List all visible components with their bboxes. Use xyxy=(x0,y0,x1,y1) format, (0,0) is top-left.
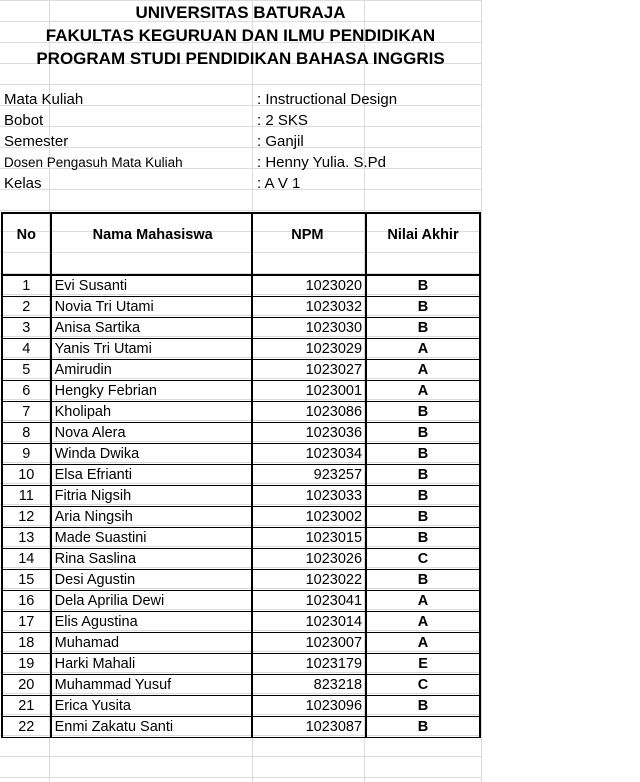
cell-npm: 1023033 xyxy=(252,486,366,507)
table-row xyxy=(2,528,480,549)
cell-name: Harki Mahali xyxy=(51,654,252,675)
cell-npm: 1023179 xyxy=(252,654,366,675)
cell-grade: B xyxy=(366,318,480,339)
info-value-semester: : Ganjil xyxy=(257,133,304,150)
table-row xyxy=(2,275,480,297)
cell-npm: 1023022 xyxy=(252,570,366,591)
table-row xyxy=(2,297,480,318)
gridline-horizontal xyxy=(0,126,481,127)
info-label-credits: Bobot xyxy=(4,112,44,129)
table-row xyxy=(2,654,480,675)
table-row xyxy=(2,633,480,654)
cell-grade: A xyxy=(366,591,480,612)
cell-no: 7 xyxy=(2,402,51,423)
cell-no: 12 xyxy=(2,507,51,528)
cell-grade: A xyxy=(366,612,480,633)
table-row xyxy=(2,423,480,444)
cell-name: Muhamad xyxy=(51,633,252,654)
cell-name: Fitria Nigsih xyxy=(51,486,252,507)
cell-no: 11 xyxy=(2,486,51,507)
cell-no: 15 xyxy=(2,570,51,591)
cell-no: 19 xyxy=(2,654,51,675)
column-header-grade: Nilai Akhir xyxy=(366,213,480,256)
cell-name: Enmi Zakatu Santi xyxy=(51,717,252,738)
cell-grade: C xyxy=(366,675,480,696)
cell-no: 2 xyxy=(2,297,51,318)
cell-grade: B xyxy=(366,423,480,444)
cell-no: 20 xyxy=(2,675,51,696)
cell-no: 5 xyxy=(2,360,51,381)
cell-grade: A xyxy=(366,339,480,360)
table-row xyxy=(2,696,480,717)
table-header-row xyxy=(2,213,480,256)
cell-name: Nova Alera xyxy=(51,423,252,444)
info-label-semester: Semester xyxy=(4,133,69,150)
table-row xyxy=(2,465,480,486)
info-label-lecturer: Dosen Pengasuh Mata Kuliah xyxy=(4,155,183,170)
cell-name: Aria Ningsih xyxy=(51,507,252,528)
cell-no: 1 xyxy=(2,275,51,297)
cell-npm: 923257 xyxy=(252,465,366,486)
table-row xyxy=(2,402,480,423)
cell-no: 8 xyxy=(2,423,51,444)
cell-grade: B xyxy=(366,528,480,549)
info-value-class: : A V 1 xyxy=(257,175,301,192)
cell-grade: B xyxy=(366,402,480,423)
cell-name: Amirudin xyxy=(51,360,252,381)
cell-npm: 823218 xyxy=(252,675,366,696)
cell-name: Made Suastini xyxy=(51,528,252,549)
cell-name: Evi Susanti xyxy=(51,275,252,297)
table-row xyxy=(2,570,480,591)
info-value-lecturer: : Henny Yulia. S.Pd xyxy=(257,154,386,171)
column-header-npm: NPM xyxy=(252,213,366,256)
cell-no: 22 xyxy=(2,717,51,738)
cell-no: 6 xyxy=(2,381,51,402)
table-row xyxy=(2,444,480,465)
cell-npm: 1023087 xyxy=(252,717,366,738)
column-header-name: Nama Mahasiswa xyxy=(51,213,252,256)
gridline-horizontal xyxy=(0,756,481,757)
cell-grade: B xyxy=(366,444,480,465)
gridline-horizontal xyxy=(0,84,481,85)
cell-name: Dela Aprilia Dewi xyxy=(51,591,252,612)
cell-grade: A xyxy=(366,360,480,381)
cell-grade: C xyxy=(366,549,480,570)
cell-no: 14 xyxy=(2,549,51,570)
gridline-horizontal xyxy=(0,210,481,211)
cell-grade: B xyxy=(366,570,480,591)
cell-name: Muhammad Yusuf xyxy=(51,675,252,696)
university-title: UNIVERSITAS BATURAJA xyxy=(135,3,346,22)
cell-npm: 1023020 xyxy=(252,275,366,297)
cell-npm: 1023034 xyxy=(252,444,366,465)
cell-no: 13 xyxy=(2,528,51,549)
cell-no: 4 xyxy=(2,339,51,360)
program-title: PROGRAM STUDI PENDIDIKAN BAHASA INGGRIS xyxy=(36,49,445,68)
info-value-course: : Instructional Design xyxy=(257,91,398,108)
gridline-vertical xyxy=(481,0,482,782)
table-row xyxy=(2,675,480,696)
cell-name: Kholipah xyxy=(51,402,252,423)
cell-grade: B xyxy=(366,486,480,507)
cell-name: Hengky Febrian xyxy=(51,381,252,402)
cell-npm: 1023007 xyxy=(252,633,366,654)
table-row xyxy=(2,360,480,381)
cell-name: Winda Dwika xyxy=(51,444,252,465)
cell-npm: 1023036 xyxy=(252,423,366,444)
table-row xyxy=(2,717,480,738)
table-row xyxy=(2,318,480,339)
cell-name: Elsa Efrianti xyxy=(51,465,252,486)
cell-npm: 1023027 xyxy=(252,360,366,381)
cell-name: Desi Agustin xyxy=(51,570,252,591)
table-row xyxy=(2,486,480,507)
cell-name: Rina Saslina xyxy=(51,549,252,570)
table-row xyxy=(2,381,480,402)
cell-npm: 1023096 xyxy=(252,696,366,717)
cell-no: 17 xyxy=(2,612,51,633)
info-label-class: Kelas xyxy=(4,175,42,192)
cell-npm: 1023026 xyxy=(252,549,366,570)
cell-name: Novia Tri Utami xyxy=(51,297,252,318)
cell-grade: B xyxy=(366,717,480,738)
cell-npm: 1023030 xyxy=(252,318,366,339)
info-label-course: Mata Kuliah xyxy=(4,91,84,108)
cell-grade: B xyxy=(366,297,480,318)
gridline-horizontal xyxy=(0,147,481,148)
table-row xyxy=(2,591,480,612)
cell-npm: 1023032 xyxy=(252,297,366,318)
cell-grade: B xyxy=(366,465,480,486)
grades-table xyxy=(1,212,481,738)
gridline-horizontal xyxy=(0,0,481,1)
cell-no: 10 xyxy=(2,465,51,486)
info-value-credits: : 2 SKS xyxy=(257,112,308,129)
cell-name: Erica Yusita xyxy=(51,696,252,717)
faculty-title: FAKULTAS KEGURUAN DAN ILMU PENDIDIKAN xyxy=(45,26,436,45)
cell-name: Anisa Sartika xyxy=(51,318,252,339)
cell-no: 3 xyxy=(2,318,51,339)
cell-npm: 1023002 xyxy=(252,507,366,528)
table-row xyxy=(2,612,480,633)
table-row xyxy=(2,507,480,528)
table-row xyxy=(2,339,480,360)
cell-npm: 1023041 xyxy=(252,591,366,612)
gridline-horizontal xyxy=(0,777,481,778)
cell-no: 21 xyxy=(2,696,51,717)
column-header-no: No xyxy=(2,213,51,256)
cell-name: Yanis Tri Utami xyxy=(51,339,252,360)
cell-npm: 1023086 xyxy=(252,402,366,423)
table-row xyxy=(2,549,480,570)
cell-grade: E xyxy=(366,654,480,675)
cell-name: Elis Agustina xyxy=(51,612,252,633)
cell-no: 18 xyxy=(2,633,51,654)
cell-grade: A xyxy=(366,381,480,402)
cell-npm: 1023029 xyxy=(252,339,366,360)
cell-no: 16 xyxy=(2,591,51,612)
gridline-horizontal xyxy=(0,189,481,190)
header-spacer-row xyxy=(2,256,480,275)
cell-npm: 1023015 xyxy=(252,528,366,549)
cell-no: 9 xyxy=(2,444,51,465)
cell-npm: 1023001 xyxy=(252,381,366,402)
cell-npm: 1023014 xyxy=(252,612,366,633)
cell-grade: B xyxy=(366,275,480,297)
cell-grade: B xyxy=(366,696,480,717)
cell-grade: A xyxy=(366,633,480,654)
cell-grade: B xyxy=(366,507,480,528)
